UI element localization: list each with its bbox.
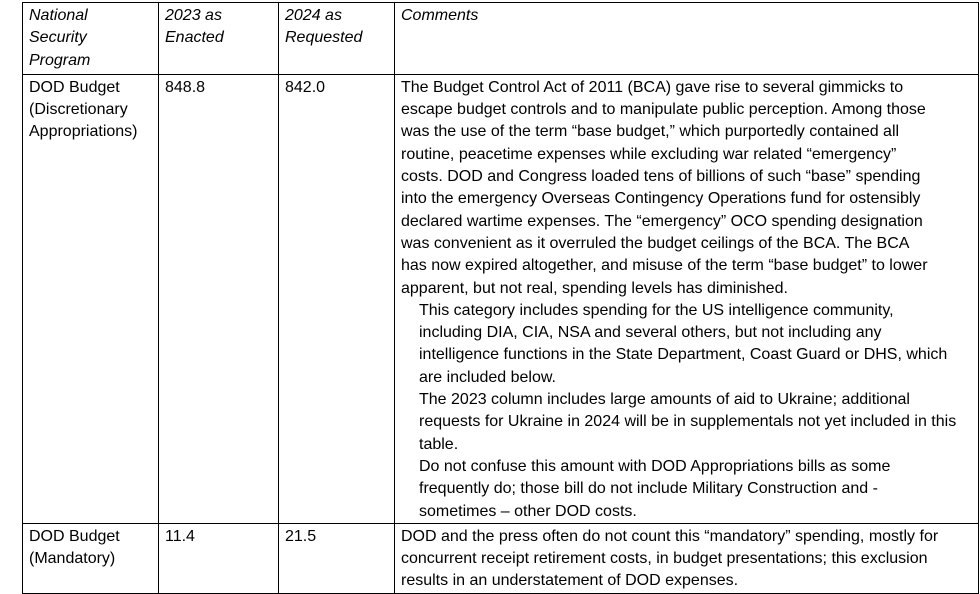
header-line: Security <box>29 29 87 47</box>
enacted-2023-cell: 848.8 <box>159 74 279 523</box>
comment-paragraph <box>401 300 972 389</box>
comment-line: The Budget Control Act of 2011 (BCA) gave rise to several gimmicks to <box>401 78 904 96</box>
budget-table <box>22 2 979 594</box>
comment-line: requests for Ukraine in 2024 will be in supplementals not yet included in this <box>419 413 957 431</box>
header-comments <box>395 3 979 75</box>
program-line: Appropriations) <box>29 123 138 141</box>
enacted-2023-cell: 11.4 <box>159 523 279 593</box>
program-line: (Mandatory) <box>29 550 116 568</box>
program-line: DOD Budget <box>29 78 120 96</box>
comment-line: including DIA, CIA, NSA and several others, but not including any <box>419 324 882 342</box>
table-row <box>23 523 979 593</box>
comment-line: results in an understatement of DOD expenses. <box>401 572 739 590</box>
comment-line: Do not confuse this amount with DOD Appropriations bills as some <box>419 457 891 475</box>
header-national-security-program <box>23 3 159 75</box>
table-row <box>23 74 979 523</box>
comments-cell <box>395 523 979 593</box>
header-2024-requested <box>279 3 395 75</box>
program-cell <box>23 74 159 523</box>
comment-line: The 2023 column includes large amounts of aid to Ukraine; additional <box>419 391 910 409</box>
comment-line: was the use of the term “base budget,” which purportedly contained all <box>401 123 900 141</box>
requested-2024-cell: 842.0 <box>279 74 395 523</box>
header-line: Requested <box>285 29 363 47</box>
header-line: 2023 as <box>165 7 222 24</box>
comment-line: concurrent receipt retirement costs, in budget presentations; this exclusion <box>401 550 928 568</box>
comment-line: was convenient as it overruled the budget ceilings of the BCA. The BCA <box>401 234 910 252</box>
comment-line: are included below. <box>419 368 556 386</box>
comment-line: declared wartime expenses. The “emergency” OCO spending designation <box>401 212 923 230</box>
comment-line: into the emergency Overseas Contingency Operations fund for ostensibly <box>401 190 921 208</box>
comment-paragraph <box>401 526 972 593</box>
comment-line: frequently do; those bill do not include Military Construction and - <box>419 480 878 498</box>
comment-line: intelligence functions in the State Department, Coast Guard or DHS, which <box>419 346 948 364</box>
comment-paragraph <box>401 456 972 523</box>
comment-line: costs. DOD and Congress loaded tens of billions of such “base” spending <box>401 168 921 186</box>
header-2023-enacted <box>159 3 279 75</box>
header-line: Comments <box>401 7 479 24</box>
requested-2024-cell: 21.5 <box>279 523 395 593</box>
comment-line: This category includes spending for the US intelligence community, <box>419 301 894 319</box>
header-line: Enacted <box>165 29 224 47</box>
table-header-row <box>23 3 979 75</box>
comment-line: DOD and the press often do not count this “mandatory” spending, mostly for <box>401 527 939 545</box>
comments-cell <box>395 74 979 523</box>
program-cell <box>23 523 159 593</box>
comment-line: has now expired altogether, and misuse of the term “base budget” to lower <box>401 257 928 275</box>
program-line: (Discretionary <box>29 101 128 119</box>
comment-paragraph <box>401 77 972 300</box>
comment-line: escape budget controls and to manipulate public perception. Among those <box>401 101 926 119</box>
comment-line: sometimes – other DOD costs. <box>419 502 637 520</box>
header-line: 2024 as <box>285 7 342 24</box>
program-line: DOD Budget <box>29 527 120 545</box>
comment-line: routine, peacetime expenses while excluding war related “emergency” <box>401 145 897 163</box>
header-line: Program <box>29 51 91 69</box>
comment-paragraph <box>401 389 972 456</box>
comment-line: apparent, but not real, spending levels has diminished. <box>401 279 788 297</box>
header-line: National <box>29 7 88 24</box>
comment-line: table. <box>419 435 459 453</box>
